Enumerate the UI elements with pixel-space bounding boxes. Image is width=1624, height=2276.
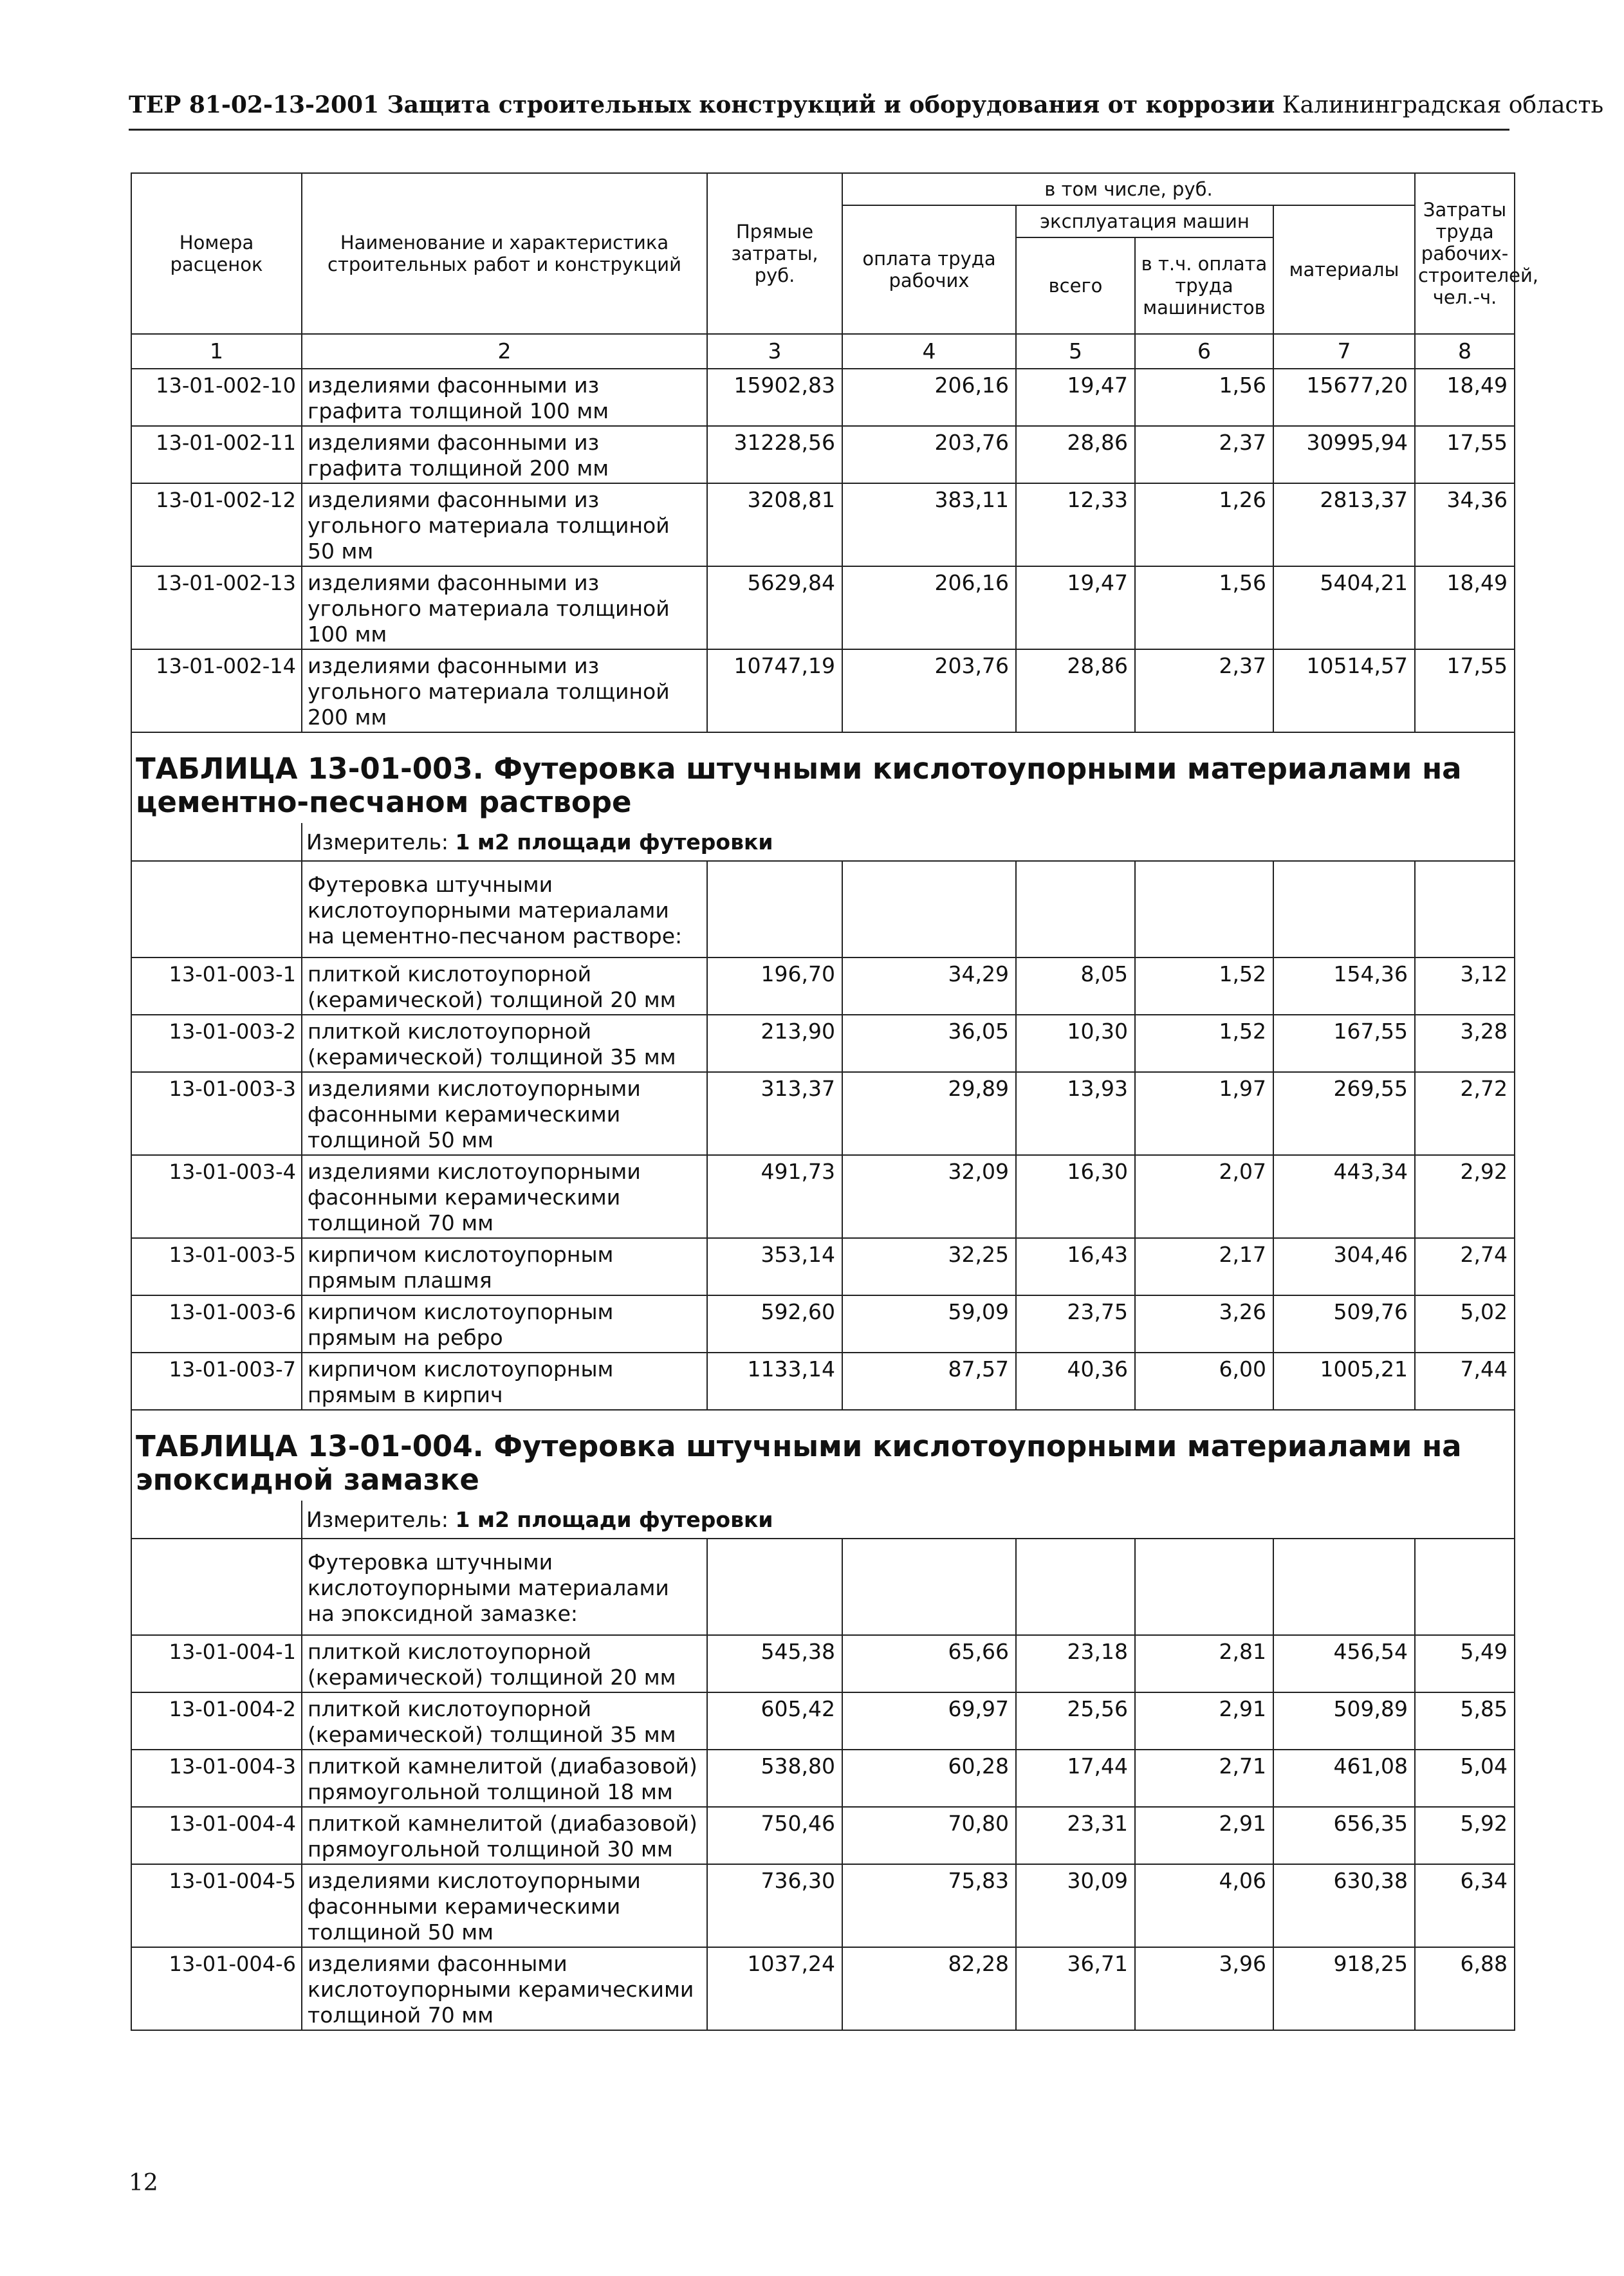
rate-code: 13-01-003-1 — [131, 958, 302, 1015]
table-row — [131, 1947, 1515, 2030]
materials-cost: 509,76 — [1273, 1295, 1415, 1353]
direct-cost: 31228,56 — [707, 426, 842, 483]
workers-pay: 32,25 — [842, 1238, 1016, 1295]
table-row — [131, 1864, 1515, 1947]
col-number: 5 — [1016, 334, 1135, 369]
measure-blank-cell — [131, 1501, 302, 1539]
machines-cost: 16,30 — [1016, 1155, 1135, 1238]
workers-pay: 34,29 — [842, 958, 1016, 1015]
col-number: 8 — [1415, 334, 1515, 369]
labor-cost: 5,49 — [1415, 1635, 1515, 1692]
materials-cost: 167,55 — [1273, 1015, 1415, 1072]
rate-name: изделиями фасонными из графита толщиной 200 мм — [302, 426, 707, 483]
group-intro-code-cell — [131, 1539, 302, 1635]
table-title-cell — [131, 1410, 1515, 1501]
col-number: 7 — [1273, 334, 1415, 369]
materials-cost: 269,55 — [1273, 1072, 1415, 1155]
col-number: 3 — [707, 334, 842, 369]
rate-name: изделиями кислотоупорными фасонными керамическими толщиной 70 мм — [302, 1155, 707, 1238]
labor-cost: 18,49 — [1415, 369, 1515, 426]
table-title: ТАБЛИЦА 13-01-004. Футеровка штучными кислотоупорными материалами на эпоксидной замазке — [136, 1429, 1462, 1497]
labor-cost: 2,72 — [1415, 1072, 1515, 1155]
table-title-row — [131, 732, 1515, 823]
machinists-pay: 6,00 — [1135, 1353, 1273, 1410]
col-number: 1 — [131, 334, 302, 369]
col-head-machines-total: всего — [1016, 237, 1135, 334]
labor-cost: 2,74 — [1415, 1238, 1515, 1295]
col-number: 6 — [1135, 334, 1273, 369]
rate-name: плиткой кислотоупорной (керамической) толщиной 20 мм — [302, 958, 707, 1015]
group-intro-empty-cell — [1273, 861, 1415, 958]
machines-cost: 36,71 — [1016, 1947, 1135, 2030]
materials-cost: 5404,21 — [1273, 566, 1415, 649]
materials-cost: 656,35 — [1273, 1807, 1415, 1864]
table-title: ТАБЛИЦА 13-01-003. Футеровка штучными кислотоупорными материалами на цементно-песчаном растворе — [136, 752, 1462, 819]
header-row-1 — [131, 173, 1515, 205]
group-intro-empty-cell — [1415, 1539, 1515, 1635]
measure-cell — [302, 823, 1515, 861]
rate-code: 13-01-002-10 — [131, 369, 302, 426]
labor-cost: 34,36 — [1415, 483, 1515, 566]
rate-name: плиткой кислотоупорной (керамической) толщиной 35 мм — [302, 1015, 707, 1072]
direct-cost: 545,38 — [707, 1635, 842, 1692]
group-intro-empty-cell — [1415, 861, 1515, 958]
table-row — [131, 958, 1515, 1015]
workers-pay: 59,09 — [842, 1295, 1016, 1353]
labor-cost: 6,88 — [1415, 1947, 1515, 2030]
col-head-machinists-pay: в т.ч. оплата труда машинистов — [1135, 237, 1273, 334]
machines-cost: 13,93 — [1016, 1072, 1135, 1155]
materials-cost: 461,08 — [1273, 1750, 1415, 1807]
table-row — [131, 649, 1515, 732]
machinists-pay: 2,81 — [1135, 1635, 1273, 1692]
measure-value: 1 м2 площади футеровки — [455, 1507, 773, 1532]
table-row — [131, 483, 1515, 566]
rate-code: 13-01-004-3 — [131, 1750, 302, 1807]
group-intro: Футеровка штучными кислотоупорными материалами на эпоксидной замазке: — [302, 1539, 707, 1635]
table-row — [131, 566, 1515, 649]
labor-cost: 3,28 — [1415, 1015, 1515, 1072]
materials-cost: 2813,37 — [1273, 483, 1415, 566]
machinists-pay: 1,52 — [1135, 958, 1273, 1015]
materials-cost: 154,36 — [1273, 958, 1415, 1015]
group-intro-empty-cell — [707, 1539, 842, 1635]
materials-cost: 15677,20 — [1273, 369, 1415, 426]
rate-code: 13-01-004-2 — [131, 1692, 302, 1750]
rate-code: 13-01-003-6 — [131, 1295, 302, 1353]
col-head-workers-pay: оплата труда рабочих — [842, 205, 1016, 334]
rate-name: изделиями фасонными из угольного материала толщиной 200 мм — [302, 649, 707, 732]
labor-cost: 17,55 — [1415, 426, 1515, 483]
measure-cell — [302, 1501, 1515, 1539]
machinists-pay: 2,07 — [1135, 1155, 1273, 1238]
group-intro: Футеровка штучными кислотоупорными материалами на цементно-песчаном растворе: — [302, 861, 707, 958]
labor-cost: 2,92 — [1415, 1155, 1515, 1238]
rate-code: 13-01-003-7 — [131, 1353, 302, 1410]
rate-code: 13-01-003-4 — [131, 1155, 302, 1238]
measure-label: Измеритель: — [306, 1507, 449, 1532]
machines-cost: 12,33 — [1016, 483, 1135, 566]
rate-name: плиткой камнелитой (диабазовой) прямоугольной толщиной 30 мм — [302, 1807, 707, 1864]
measure-value: 1 м2 площади футеровки — [455, 829, 773, 855]
materials-cost: 509,89 — [1273, 1692, 1415, 1750]
rate-code: 13-01-004-4 — [131, 1807, 302, 1864]
group-intro-empty-cell — [842, 1539, 1016, 1635]
table-row — [131, 1015, 1515, 1072]
rate-code: 13-01-002-12 — [131, 483, 302, 566]
col-head-name: Наименование и характеристика строительных работ и конструкций — [302, 173, 707, 334]
machines-cost: 17,44 — [1016, 1750, 1135, 1807]
rate-code: 13-01-002-13 — [131, 566, 302, 649]
column-numbers-row — [131, 334, 1515, 369]
direct-cost: 1037,24 — [707, 1947, 842, 2030]
table-row — [131, 1692, 1515, 1750]
rate-name: плиткой камнелитой (диабазовой) прямоугольной толщиной 18 мм — [302, 1750, 707, 1807]
machines-cost: 25,56 — [1016, 1692, 1135, 1750]
group-intro-empty-cell — [1016, 1539, 1135, 1635]
materials-cost: 1005,21 — [1273, 1353, 1415, 1410]
machines-cost: 30,09 — [1016, 1864, 1135, 1947]
rate-code: 13-01-004-5 — [131, 1864, 302, 1947]
col-head-labor: Затраты труда рабочих-строителей, чел.-ч. — [1415, 173, 1515, 334]
table-row — [131, 1238, 1515, 1295]
group-intro-code-cell — [131, 861, 302, 958]
col-head-direct: Прямые затраты, руб. — [707, 173, 842, 334]
direct-cost: 750,46 — [707, 1807, 842, 1864]
machinists-pay: 1,26 — [1135, 483, 1273, 566]
workers-pay: 69,97 — [842, 1692, 1016, 1750]
machines-cost: 28,86 — [1016, 426, 1135, 483]
machines-cost: 23,75 — [1016, 1295, 1135, 1353]
rate-code: 13-01-002-14 — [131, 649, 302, 732]
machinists-pay: 3,96 — [1135, 1947, 1273, 2030]
machinists-pay: 2,37 — [1135, 426, 1273, 483]
rate-name: изделиями фасонными кислотоупорными керамическими толщиной 70 мм — [302, 1947, 707, 2030]
materials-cost: 304,46 — [1273, 1238, 1415, 1295]
header-rule — [129, 129, 1509, 131]
rates-table — [131, 172, 1539, 2031]
labor-cost: 6,34 — [1415, 1864, 1515, 1947]
table-row — [131, 426, 1515, 483]
rate-name: кирпичом кислотоупорным прямым в кирпич — [302, 1353, 707, 1410]
materials-cost: 630,38 — [1273, 1864, 1415, 1947]
rate-name: изделиями кислотоупорными фасонными керамическими толщиной 50 мм — [302, 1864, 707, 1947]
materials-cost: 918,25 — [1273, 1947, 1415, 2030]
direct-cost: 15902,83 — [707, 369, 842, 426]
labor-cost: 5,02 — [1415, 1295, 1515, 1353]
direct-cost: 736,30 — [707, 1864, 842, 1947]
machinists-pay: 1,52 — [1135, 1015, 1273, 1072]
labor-cost: 5,92 — [1415, 1807, 1515, 1864]
labor-cost: 7,44 — [1415, 1353, 1515, 1410]
workers-pay: 60,28 — [842, 1750, 1016, 1807]
direct-cost: 1133,14 — [707, 1353, 842, 1410]
group-intro-empty-cell — [1135, 1539, 1273, 1635]
group-intro-row — [131, 1539, 1515, 1635]
machinists-pay: 2,71 — [1135, 1750, 1273, 1807]
measure-blank-cell — [131, 823, 302, 861]
machines-cost: 10,30 — [1016, 1015, 1135, 1072]
machinists-pay: 1,97 — [1135, 1072, 1273, 1155]
workers-pay: 206,16 — [842, 369, 1016, 426]
table-row — [131, 1750, 1515, 1807]
table-row — [131, 1155, 1515, 1238]
rate-code: 13-01-002-11 — [131, 426, 302, 483]
machines-cost: 19,47 — [1016, 566, 1135, 649]
direct-cost: 353,14 — [707, 1238, 842, 1295]
machinists-pay: 3,26 — [1135, 1295, 1273, 1353]
direct-cost: 313,37 — [707, 1072, 842, 1155]
table-title-cell — [131, 732, 1515, 823]
materials-cost: 456,54 — [1273, 1635, 1415, 1692]
workers-pay: 203,76 — [842, 649, 1016, 732]
machines-cost: 23,31 — [1016, 1807, 1135, 1864]
workers-pay: 70,80 — [842, 1807, 1016, 1864]
labor-cost: 5,85 — [1415, 1692, 1515, 1750]
rate-name: изделиями фасонными из графита толщиной 100 мм — [302, 369, 707, 426]
machines-cost: 19,47 — [1016, 369, 1135, 426]
workers-pay: 87,57 — [842, 1353, 1016, 1410]
rate-name: изделиями кислотоупорными фасонными керамическими толщиной 50 мм — [302, 1072, 707, 1155]
direct-cost: 213,90 — [707, 1015, 842, 1072]
rate-name: кирпичом кислотоупорным прямым на ребро — [302, 1295, 707, 1353]
direct-cost: 605,42 — [707, 1692, 842, 1750]
table-row — [131, 1807, 1515, 1864]
workers-pay: 29,89 — [842, 1072, 1016, 1155]
col-head-materials: материалы — [1273, 205, 1415, 334]
machinists-pay: 2,91 — [1135, 1807, 1273, 1864]
rate-code: 13-01-003-5 — [131, 1238, 302, 1295]
machinists-pay: 1,56 — [1135, 566, 1273, 649]
header-region: Калининградская область — [1282, 92, 1604, 118]
col-head-machines: эксплуатация машин — [1016, 205, 1273, 237]
group-intro-empty-cell — [1273, 1539, 1415, 1635]
machines-cost: 8,05 — [1016, 958, 1135, 1015]
rate-code: 13-01-004-1 — [131, 1635, 302, 1692]
direct-cost: 196,70 — [707, 958, 842, 1015]
measure-row — [131, 1501, 1515, 1539]
direct-cost: 538,80 — [707, 1750, 842, 1807]
rate-name: кирпичом кислотоупорным прямым плашмя — [302, 1238, 707, 1295]
group-intro-empty-cell — [1016, 861, 1135, 958]
col-head-including: в том числе, руб. — [842, 173, 1415, 205]
machinists-pay: 4,06 — [1135, 1864, 1273, 1947]
table-row — [131, 1072, 1515, 1155]
col-head-codes: Номера расценок — [131, 173, 302, 334]
group-intro-row — [131, 861, 1515, 958]
labor-cost: 5,04 — [1415, 1750, 1515, 1807]
col-number: 2 — [302, 334, 707, 369]
materials-cost: 30995,94 — [1273, 426, 1415, 483]
workers-pay: 32,09 — [842, 1155, 1016, 1238]
workers-pay: 206,16 — [842, 566, 1016, 649]
materials-cost: 10514,57 — [1273, 649, 1415, 732]
workers-pay: 383,11 — [842, 483, 1016, 566]
measure-label: Измеритель: — [306, 829, 449, 855]
machines-cost: 40,36 — [1016, 1353, 1135, 1410]
rate-name: плиткой кислотоупорной (керамической) толщиной 20 мм — [302, 1635, 707, 1692]
group-intro-empty-cell — [842, 861, 1016, 958]
group-intro-empty-cell — [707, 861, 842, 958]
col-number: 4 — [842, 334, 1016, 369]
direct-cost: 5629,84 — [707, 566, 842, 649]
materials-cost: 443,34 — [1273, 1155, 1415, 1238]
labor-cost: 18,49 — [1415, 566, 1515, 649]
machinists-pay: 2,91 — [1135, 1692, 1273, 1750]
table-row — [131, 1635, 1515, 1692]
labor-cost: 3,12 — [1415, 958, 1515, 1015]
group-intro-empty-cell — [1135, 861, 1273, 958]
direct-cost: 10747,19 — [707, 649, 842, 732]
machinists-pay: 1,56 — [1135, 369, 1273, 426]
direct-cost: 3208,81 — [707, 483, 842, 566]
machinists-pay: 2,37 — [1135, 649, 1273, 732]
workers-pay: 203,76 — [842, 426, 1016, 483]
rate-code: 13-01-003-2 — [131, 1015, 302, 1072]
labor-cost: 17,55 — [1415, 649, 1515, 732]
machines-cost: 16,43 — [1016, 1238, 1135, 1295]
table-title-row — [131, 1410, 1515, 1501]
table-row — [131, 369, 1515, 426]
machines-cost: 28,86 — [1016, 649, 1135, 732]
rate-name: изделиями фасонными из угольного материала толщиной 100 мм — [302, 566, 707, 649]
rates-table-body — [131, 173, 1539, 2030]
rate-code: 13-01-003-3 — [131, 1072, 302, 1155]
machines-cost: 23,18 — [1016, 1635, 1135, 1692]
table-row — [131, 1353, 1515, 1410]
table-row — [131, 1295, 1515, 1353]
page-header — [129, 91, 1604, 118]
rate-name: изделиями фасонными из угольного материала толщиной 50 мм — [302, 483, 707, 566]
measure-row — [131, 823, 1515, 861]
workers-pay: 65,66 — [842, 1635, 1016, 1692]
header-document-code: ТЕР 81-02-13-2001 Защита строительных конструкций и оборудования от коррозии — [129, 91, 1275, 118]
direct-cost: 592,60 — [707, 1295, 842, 1353]
workers-pay: 82,28 — [842, 1947, 1016, 2030]
rate-code: 13-01-004-6 — [131, 1947, 302, 2030]
rate-name: плиткой кислотоупорной (керамической) толщиной 35 мм — [302, 1692, 707, 1750]
direct-cost: 491,73 — [707, 1155, 842, 1238]
workers-pay: 36,05 — [842, 1015, 1016, 1072]
workers-pay: 75,83 — [842, 1864, 1016, 1947]
page-number: 12 — [129, 2170, 158, 2196]
machinists-pay: 2,17 — [1135, 1238, 1273, 1295]
